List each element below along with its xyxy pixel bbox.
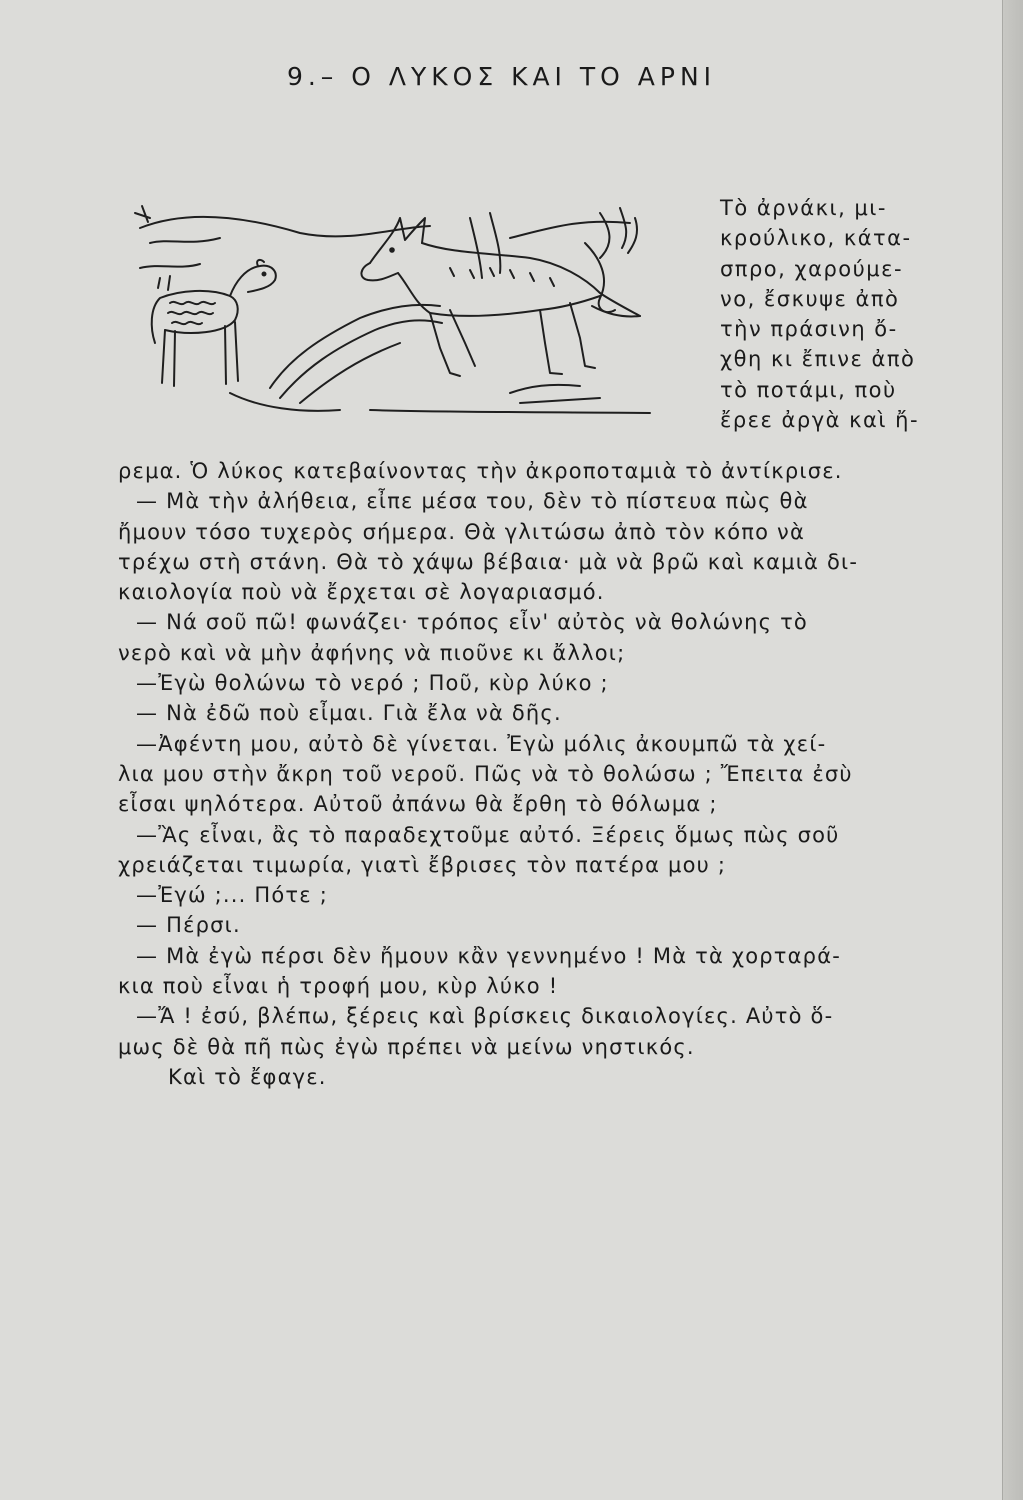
text-line: μως δὲ θὰ πῆ πὼς ἐγὼ πρέπει νὰ μείνω νηστικός.: [118, 1034, 695, 1059]
text-line: ἤμουν τόσο τυχερὸς σήμερα. Θὰ γλιτώσω ἀπὸ τὸν κόπο νὰ: [118, 519, 805, 544]
text-line: τὸ ποτάμι, ποὺ: [720, 377, 897, 402]
text-line: — Πέρσι.: [136, 913, 241, 938]
text-line: χρειάζεται τιμωρία, γιατὶ ἔβρισες τὸν πατέρα μου ;: [118, 852, 727, 877]
text-line: σπρο, χαρούμε-: [720, 256, 904, 281]
text-line: τὴν πράσινη ὄ-: [720, 317, 898, 342]
text-line: ἔρεε ἀργὰ καὶ ἤ-: [720, 408, 920, 433]
text-line: —Ἂς εἶναι, ἂς τὸ παραδεχτοῦμε αὐτό. Ξέρεις ὅμως πὼς σοῦ: [136, 822, 840, 847]
text-line: — Νά σοῦ πῶ! φωνάζει· τρόπος εἶν' αὐτὸς νὰ θολώνης τὸ: [136, 610, 808, 635]
text-line: — Μὰ ἐγὼ πέρσι δὲν ἤμουν κἂν γεννημένο ! Μὰ τὰ χορταρά-: [136, 943, 842, 968]
text-line: κια ποὺ εἶναι ἡ τροφή μου, κὺρ λύκο !: [118, 974, 559, 999]
text-line: —Ἄ ! ἐσύ, βλέπω, ξέρεις καὶ βρίσκεις δικαιολογίες. Αὐτὸ ὅ-: [136, 1004, 834, 1029]
text-line: λια μου στὴν ἄκρη τοῦ νεροῦ. Πῶς νὰ τὸ θολώσω ; Ἔπειτα ἐσὺ: [118, 761, 853, 786]
text-line: καιολογία ποὺ νὰ ἔρχεται σὲ λογαριασμό.: [118, 580, 605, 605]
text-line: νο, ἔσκυψε ἀπὸ: [720, 286, 900, 311]
text-line: τρέχω στὴ στάνη. Θὰ τὸ χάψω βέβαια· μὰ νὰ βρῶ καὶ καμιὰ δι-: [118, 549, 859, 574]
chapter-title: 9.– Ο ΛΥΚΟΣ ΚΑΙ ΤΟ ΑΡΝΙ: [286, 62, 717, 91]
text-line: Τὸ ἀρνάκι, μι-: [720, 196, 887, 220]
text-line: — Μὰ τὴν ἀλήθεια, εἶπε μέσα του, δὲν τὸ πίστευα πὼς θὰ: [136, 489, 809, 514]
wolf-lamb-illustration: [130, 198, 670, 428]
intro-paragraph: [720, 193, 940, 435]
text-line: Καὶ τὸ ἔφαγε.: [168, 1064, 327, 1089]
text-line: εἶσαι ψηλότερα. Αὐτοῦ ἀπάνω θὰ ἔρθη τὸ θόλωμα ;: [118, 792, 718, 817]
text-line: νερὸ καὶ νὰ μὴν ἀφήνης νὰ πιοῦνε κι ἄλλοι;: [118, 640, 626, 665]
book-spine-edge: [1002, 0, 1023, 1500]
text-line: —Ἐγὼ θολώνω τὸ νερό ; Ποῦ, κὺρ λύκο ;: [136, 671, 609, 696]
text-line: —Ἀφέντη μου, αὐτὸ δὲ γίνεται. Ἐγὼ μόλις ἀκουμπῶ τὰ χεί-: [136, 731, 827, 756]
story-body: [118, 456, 938, 1092]
text-line: χθη κι ἔπινε ἀπὸ: [720, 347, 916, 372]
text-line: ρεμα. Ὁ λύκος κατεβαίνοντας τὴν ἀκροποταμιὰ τὸ ἀντίκρισε.: [118, 459, 843, 483]
text-line: — Νὰ ἐδῶ ποὺ εἶμαι. Γιὰ ἔλα νὰ δῆς.: [136, 701, 562, 726]
text-line: κρούλικο, κάτα-: [720, 226, 912, 251]
text-line: —Ἐγώ ;... Πότε ;: [136, 883, 328, 908]
